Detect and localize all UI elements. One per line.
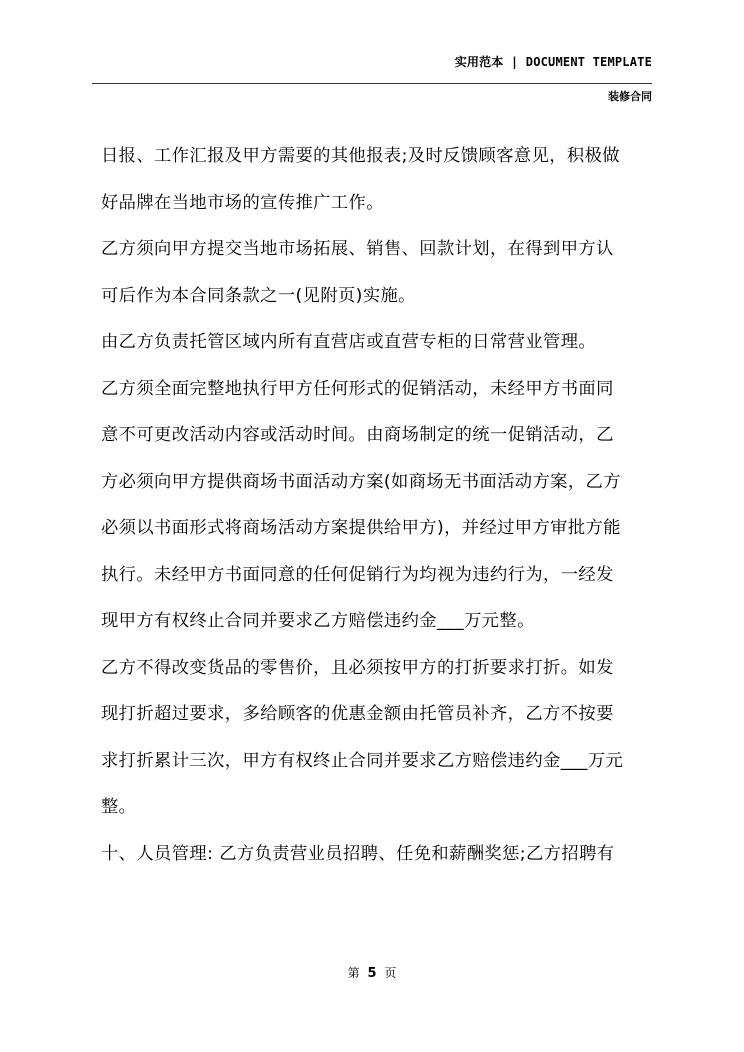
page-number: 5: [367, 966, 377, 981]
text-line: 现甲方有权终止合同并要求乙方赔偿违约金___万元整。: [101, 611, 535, 631]
text-line: 必须以书面形式将商场活动方案提供给甲方)，并经过甲方审批方能: [101, 518, 621, 538]
header-subtitle: 装修合同: [608, 90, 652, 103]
document-body: [101, 139, 661, 883]
text-line: 方必须向甲方提供商场书面活动方案(如商场无书面活动方案，乙方: [101, 471, 621, 492]
text-line: 十、人员管理: 乙方负责营业员招聘、任免和薪酬奖惩;乙方招聘有: [101, 843, 615, 864]
page-label-suffix: 页: [384, 966, 397, 980]
text-line: 乙方须向甲方提交当地市场拓展、销售、回款计划，在得到甲方认: [101, 239, 614, 259]
text-line: 可后作为本合同条款之一(见附页)实施。: [101, 285, 416, 306]
text-line: 由乙方负责托管区域内所有直营店或直营专柜的日常营业管理。: [101, 332, 597, 352]
header-title: 实用范本 | DOCUMENT TEMPLATE: [454, 55, 652, 69]
text-line: 现打折超过要求，多给顾客的优惠金额由托管员补齐，乙方不按要: [101, 704, 614, 724]
text-line: 意不可更改活动内容或活动时间。由商场制定的统一促销活动，乙: [101, 425, 614, 445]
text-line: 乙方不得改变货品的零售价，且必须按甲方的打折要求打折。如发: [101, 657, 614, 678]
page-label-prefix: 第: [347, 966, 360, 980]
text-line: 执行。未经甲方书面同意的任何促销行为均视为违约行为，一经发: [101, 564, 614, 585]
text-line: 求打折累计三次，甲方有权终止合同并要求乙方赔偿违约金___万元: [101, 750, 624, 771]
text-line: 整。: [101, 797, 137, 817]
header-divider: [92, 83, 652, 84]
text-line: 日报、工作汇报及甲方需要的其他报表;及时反馈顾客意见，积极做: [101, 146, 620, 166]
page-footer: [0, 964, 744, 981]
text-line: 乙方须全面完整地执行甲方任何形式的促销活动，未经甲方书面同: [101, 378, 614, 399]
text-line: 好品牌在当地市场的宣传推广工作。: [101, 192, 384, 213]
